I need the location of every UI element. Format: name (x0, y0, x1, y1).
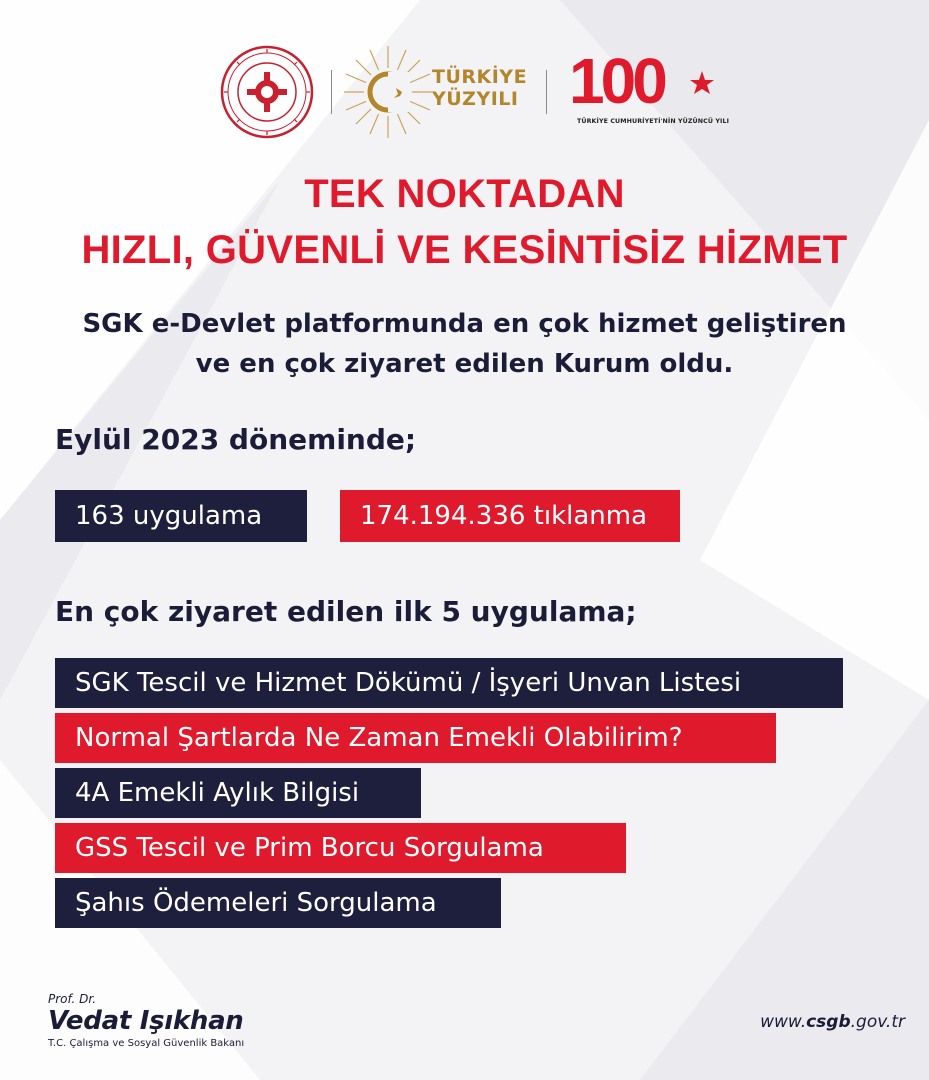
stat-apps-badge: 163 uygulama (55, 490, 307, 542)
list-item: 4A Emekli Aylık Bilgisi (55, 768, 421, 818)
website-domain: csgb (806, 1012, 851, 1032)
centennial-subtitle: TÜRKİYE CUMHURİYETİ'NİN YÜZÜNCÜ YILI (577, 118, 730, 125)
centennial-number: 100 (569, 45, 664, 117)
subtitle-line-2: ve en çok ziyaret edilen Kurum oldu. (195, 349, 734, 379)
turkiye-yuzyili-logo (344, 42, 534, 142)
top5-heading: En çok ziyaret edilen ilk 5 uygulama; (55, 595, 637, 628)
yuzyili-text: YÜZYILI (432, 88, 519, 110)
centennial-logo (563, 45, 730, 140)
ministry-seal-logo (219, 44, 315, 140)
list-item: Şahıs Ödemeleri Sorgulama (55, 878, 501, 928)
signature-block (48, 992, 244, 1050)
list-item: Normal Şartlarda Ne Zaman Emekli Olabilirim? (55, 713, 776, 763)
website-prefix: www. (760, 1012, 807, 1032)
logo-separator (546, 70, 547, 114)
star-icon (687, 68, 717, 98)
header-logos (0, 40, 929, 150)
stat-clicks-badge: 174.194.336 tıklanma (340, 490, 680, 542)
website-link[interactable] (760, 1012, 905, 1032)
signature-role: T.C. Çalışma ve Sosyal Güvenlik Bakanı (48, 1038, 245, 1049)
period-heading: Eylül 2023 döneminde; (55, 423, 417, 456)
signature-title: Prof. Dr. (48, 992, 97, 1006)
signature-name: Vedat Işıkhan (48, 1006, 244, 1036)
list-item: SGK Tescil ve Hizmet Dökümü / İşyeri Unvan Listesi (55, 658, 843, 708)
subtitle-line-1: SGK e-Devlet platformunda en çok hizmet geliştiren (82, 309, 847, 339)
title-line-2: HIZLI, GÜVENLİ VE KESİNTİSİZ HİZMET (81, 228, 848, 272)
website-suffix: .gov.tr (850, 1012, 905, 1032)
logo-separator (331, 70, 332, 114)
turkiye-text: TÜRKİYE (432, 66, 528, 88)
title-line-1: TEK NOKTADAN (304, 172, 625, 216)
list-item: GSS Tescil ve Prim Borcu Sorgulama (55, 823, 626, 873)
